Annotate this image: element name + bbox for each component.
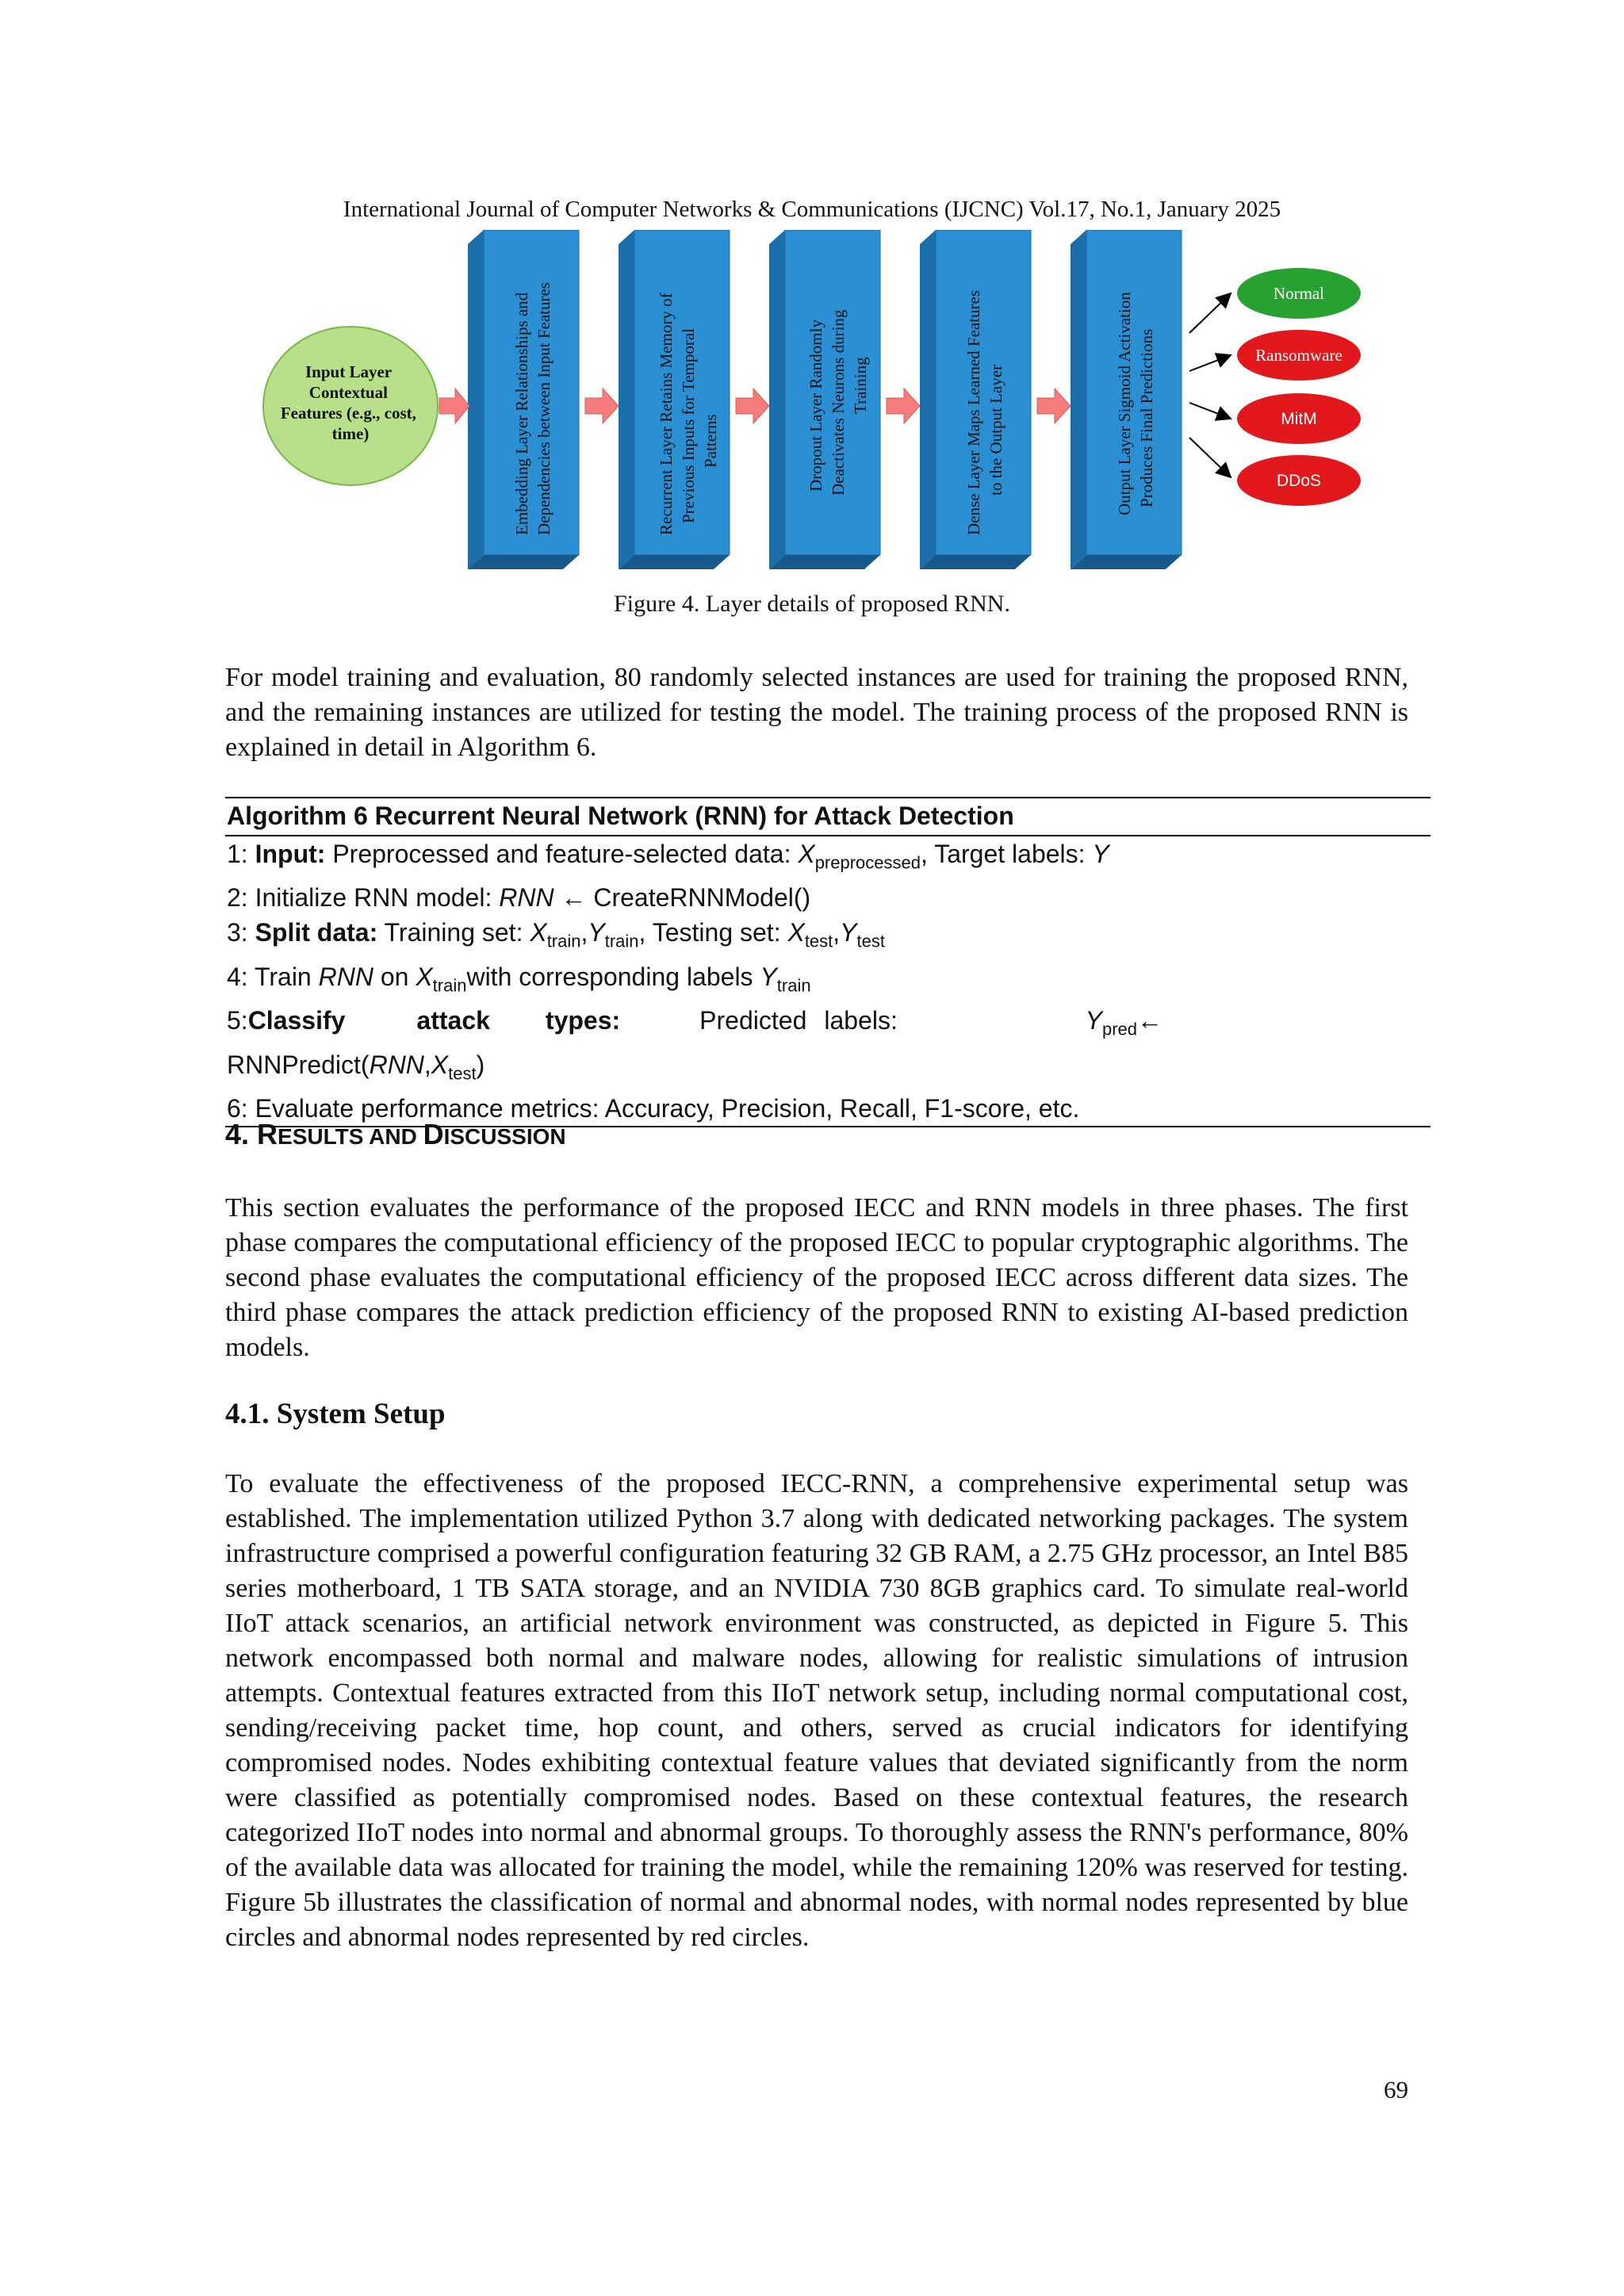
algorithm-block (225, 797, 1431, 1127)
layer-label: Produces Final Predictions (1137, 328, 1156, 507)
layer-label: Deactivates Neurons during (829, 309, 848, 496)
output-normal (1237, 268, 1361, 319)
output-mitm (1237, 393, 1361, 444)
layer-label: Previous Inputs for Temporal (679, 327, 698, 523)
embedding-layer-box (468, 230, 595, 569)
input-layer-line: time) (331, 424, 370, 443)
dropout-layer-box (769, 230, 880, 569)
input-layer-circle (263, 327, 438, 485)
layer-label: Dense Layer Maps Learned Features (964, 289, 983, 535)
paragraph-results: This section evaluates the performance of the proposed IECC and RNN models in three phases. The first phase compares the computational efficiency of the proposed IECC to popular cryptographic algorithms. The second phase evaluates the computational efficiency of the proposed IECC across different data sizes. The third phase compares the attack prediction efficiency of the proposed RNN to existing AI-based prediction models. (225, 1193, 1408, 1362)
algorithm-line-4: 4: Train RNN on $X_{train}with$ corresponding labels $Y_{train}$ (227, 962, 811, 996)
output-arrow-icon (1189, 355, 1231, 371)
flow-arrow-icon (439, 388, 469, 423)
algorithm-line-5b: $RNNPredict(RNN,X_{test})$ (227, 1050, 485, 1083)
algorithm-line-5: 5: Classify attack types: Predicted labels: $Y_{pred}\leftarrow$ (227, 1006, 1162, 1039)
paragraph-system-setup: To evaluate the effectiveness of the proposed IECC-RNN, a comprehensive experimental setup was established. The implementation utilized Python 3.7 along with dedicated networking packages. The system infrastructure comprised a powerful configuration featuring 32 GB RAM, a 2.75 GHz processor, an Intel B85 series motherboard, 1 TB SATA storage, and an NVIDIA 730 8GB graphics card. To simulate real-world IIoT attack scenarios, an artificial network environment was constructed, as depicted in Figure 5. This network encompassed both normal and malware nodes, allowing for realistic simulations of intrusion attempts. Contextual features extracted from this IIoT network setup, including normal computational cost, sending/receiving packet time, hop count, and others, served as crucial indicators for identifying compromised nodes. Nodes exhibiting contextual feature values that deviated significantly from the norm were classified as potentially compromised nodes. Based on these contextual features, the research categorized IIoT nodes into normal and abnormal groups. To thoroughly assess the RNN's performance, 80% of the available data was allocated for training the model, while the remaining 120% was reserved for testing. Figure 5b illustrates the classification of normal and abnormal nodes, with normal nodes represented by blue circles and abnormal nodes represented by red circles. (225, 1469, 1408, 1952)
flow-arrow-icon (1037, 388, 1071, 423)
output-label: Ransomware (1255, 346, 1342, 365)
layer-label: Output Layer Sigmoid Activation (1115, 292, 1134, 515)
layer-label: Dependencies between Input Features (534, 282, 553, 535)
section-title: 4. RESULTS AND DISCUSSION (225, 1118, 566, 1150)
page-number: 69 (1384, 2076, 1408, 2103)
output-label: MitM (1281, 410, 1317, 428)
rnn-layer-figure (254, 230, 1380, 571)
layer-label: Embedding Layer Relationships and (512, 292, 531, 535)
figure-caption: Figure 4. Layer details of proposed RNN. (614, 591, 1010, 617)
output-arrow-icon (1189, 293, 1231, 333)
output-label: Normal (1273, 284, 1325, 303)
flow-arrow-icon (585, 388, 619, 423)
layer-label: Dropout Layer Randomly (806, 320, 825, 492)
algorithm-line-2: 2: Initialize RNN model: RNN ← CreateRNNModel() (227, 883, 811, 913)
algorithm-line-6: 6: Evaluate performance metrics: Accuracy, Precision, Recall, F1-score, etc. (227, 1093, 1080, 1123)
paragraph-training: For model training and evaluation, 80 randomly selected instances are used for training the proposed RNN, and the remaining instances are utilized for testing the model. The training process of the proposed RNN is explained in detail in Algorithm 6. (225, 663, 1408, 762)
output-arrow-icon (1189, 438, 1231, 477)
output-ddos (1237, 455, 1361, 506)
output-label: DDoS (1276, 472, 1322, 490)
input-layer-line: Contextual (308, 383, 388, 402)
layer-label: Patterns (701, 414, 720, 468)
layer-label: to the Output Layer (986, 364, 1005, 496)
input-layer-line: Input Layer (305, 362, 392, 381)
journal-header: International Journal of Computer Networks & Communications (IJCNC) Vol.17, No.1, January 2025 (343, 197, 1281, 222)
output-ransomware (1237, 330, 1361, 381)
subsection-title: 4.1. System Setup (225, 1398, 446, 1430)
layer-label: Training (851, 357, 870, 414)
output-arrow-icon (1189, 403, 1231, 419)
algorithm-title: Algorithm 6 Recurrent Neural Network (RNN) for Attack Detection (225, 798, 1431, 836)
dense-layer-box (920, 230, 1031, 569)
flow-arrow-icon (887, 388, 920, 423)
algorithm-line-1: 1: Input: Preprocessed and feature-selected data: $X_{preprocessed}$, Target labels: Y (227, 840, 1109, 873)
recurrent-layer-box (619, 230, 730, 569)
algorithm-line-3: 3: Split data: Training set: $X_{train},Y_{train}$, Testing set: $X_{test},Y_{test}$ (227, 918, 885, 951)
layer-label: Recurrent Layer Retains Memory of (657, 293, 676, 535)
input-layer-line: Features (e.g., cost, (280, 404, 416, 423)
flow-arrow-icon (736, 388, 769, 423)
output-layer-box (1071, 230, 1182, 569)
